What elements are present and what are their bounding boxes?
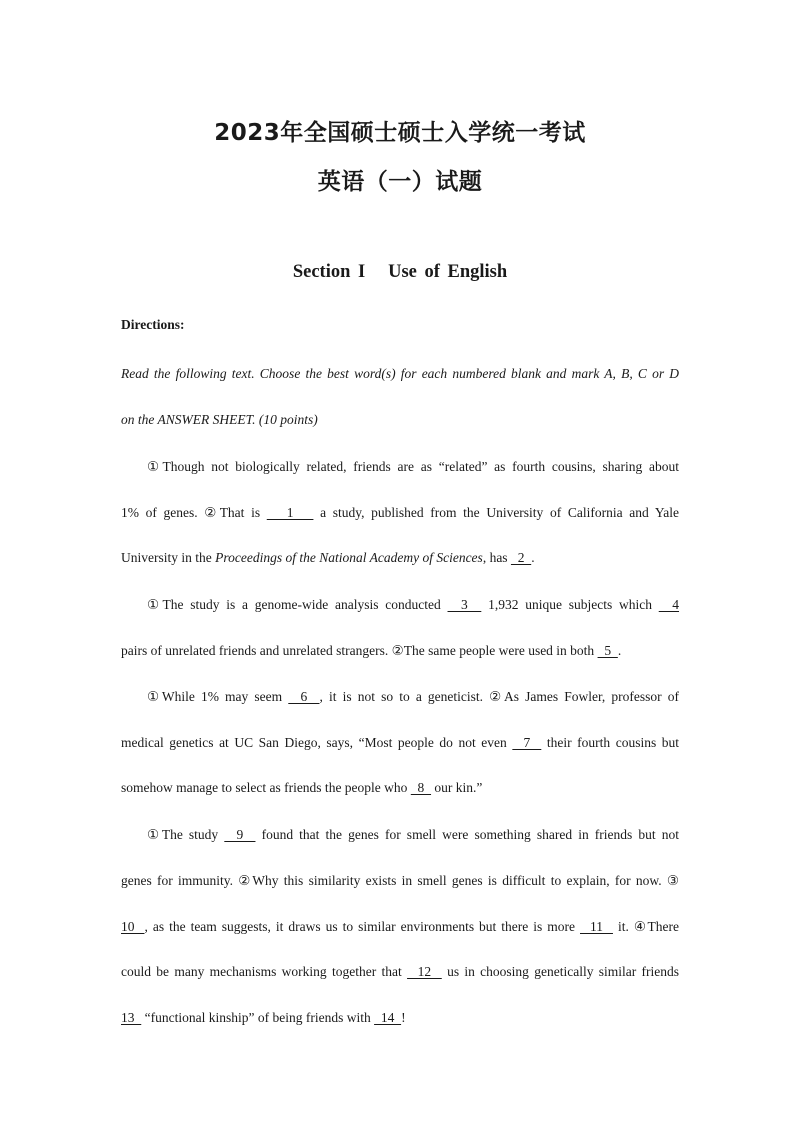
p3-text: ①While 1% may seem xyxy=(147,689,283,704)
exam-subtitle: 英语（一）试题 xyxy=(317,169,483,195)
blank-2: 2 xyxy=(510,550,532,565)
blank-1: 1 xyxy=(266,505,314,520)
journal-name: Proceedings of the National Academy of Sciences xyxy=(215,550,483,565)
p1-text: a study, published from the University of California and Yale xyxy=(320,505,680,520)
p3-line-2 xyxy=(121,735,679,751)
p3-line-3 xyxy=(121,780,482,796)
directions-label: Directions: xyxy=(121,317,185,332)
p4-text: could be many mechanisms working together that xyxy=(121,964,402,979)
p1-line-2 xyxy=(121,505,679,521)
directions-line-1: Read the following text. Choose the best word(s) for each numbered blank and mark A, B, C or D xyxy=(121,366,679,381)
p1-text: . xyxy=(531,550,535,565)
p4-text: “functional kinship” of being friends with xyxy=(144,1010,371,1025)
p1-text: , has xyxy=(482,550,508,565)
blank-6: 6 xyxy=(288,689,320,704)
p2-line-2 xyxy=(121,643,621,659)
p1-text: University in the xyxy=(121,550,212,565)
blank-7: 7 xyxy=(512,735,542,750)
p4-text: us in choosing genetically similar friends xyxy=(447,964,680,979)
p2-text: pairs of unrelated friends and unrelated strangers. ②The same people were used in both xyxy=(121,643,595,658)
p3-text: our kin.” xyxy=(434,780,483,795)
p4-text: it. ④There xyxy=(617,919,680,934)
blank-11: 11 xyxy=(580,919,613,934)
p4-line-3 xyxy=(121,919,679,935)
blank-5: 5 xyxy=(597,643,618,658)
blank-14: 14 xyxy=(374,1010,402,1025)
p4-text: ①The study xyxy=(147,827,219,842)
exam-title: 2023年全国硕士硕士入学统一考试 xyxy=(214,120,586,146)
p2-text: ①The study is a genome-wide analysis conducted xyxy=(147,597,441,612)
p4-line-2: genes for immunity. ②Why this similarity exists in smell genes is difficult to explain, for now. ③ xyxy=(121,873,679,888)
p3-text: somehow manage to select as friends the people who xyxy=(121,780,408,795)
p4-line-1 xyxy=(147,827,679,843)
blank-3: 3 xyxy=(447,597,482,612)
p1-line-3 xyxy=(121,550,535,566)
directions-line-2: on the ANSWER SHEET. (10 points) xyxy=(121,412,318,427)
blank-8: 8 xyxy=(410,780,432,795)
p2-line-1 xyxy=(147,597,679,613)
p1-line-1: ①Though not biologically related, friends are as “related” as fourth cousins, sharing about xyxy=(147,459,679,474)
p3-text: , it is not so to a geneticist. ②As James Fowler, professor of xyxy=(319,689,680,704)
p4-text: ! xyxy=(401,1010,406,1025)
p4-text: found that the genes for smell were something shared in friends but not xyxy=(261,827,679,842)
section-title: Section I Use of English xyxy=(292,262,508,282)
blank-12: 12 xyxy=(407,964,442,979)
p3-text: medical genetics at UC San Diego, says, “Most people do not even xyxy=(121,735,507,750)
p4-line-5 xyxy=(121,1010,406,1026)
blank-10: 10 xyxy=(121,919,145,934)
p3-text: their fourth cousins but xyxy=(546,735,680,750)
p2-text: 1,932 unique subjects which xyxy=(488,597,652,612)
p4-line-4 xyxy=(121,964,679,980)
p1-text: 1% of genes. ②That is xyxy=(121,505,261,520)
blank-4: 4 xyxy=(658,597,680,612)
blank-13: 13 xyxy=(121,1010,142,1025)
p4-text: , as the team suggests, it draws us to similar environments but there is more xyxy=(144,919,575,934)
blank-9: 9 xyxy=(224,827,256,842)
p3-line-1 xyxy=(147,689,679,705)
p2-text: . xyxy=(617,643,622,658)
